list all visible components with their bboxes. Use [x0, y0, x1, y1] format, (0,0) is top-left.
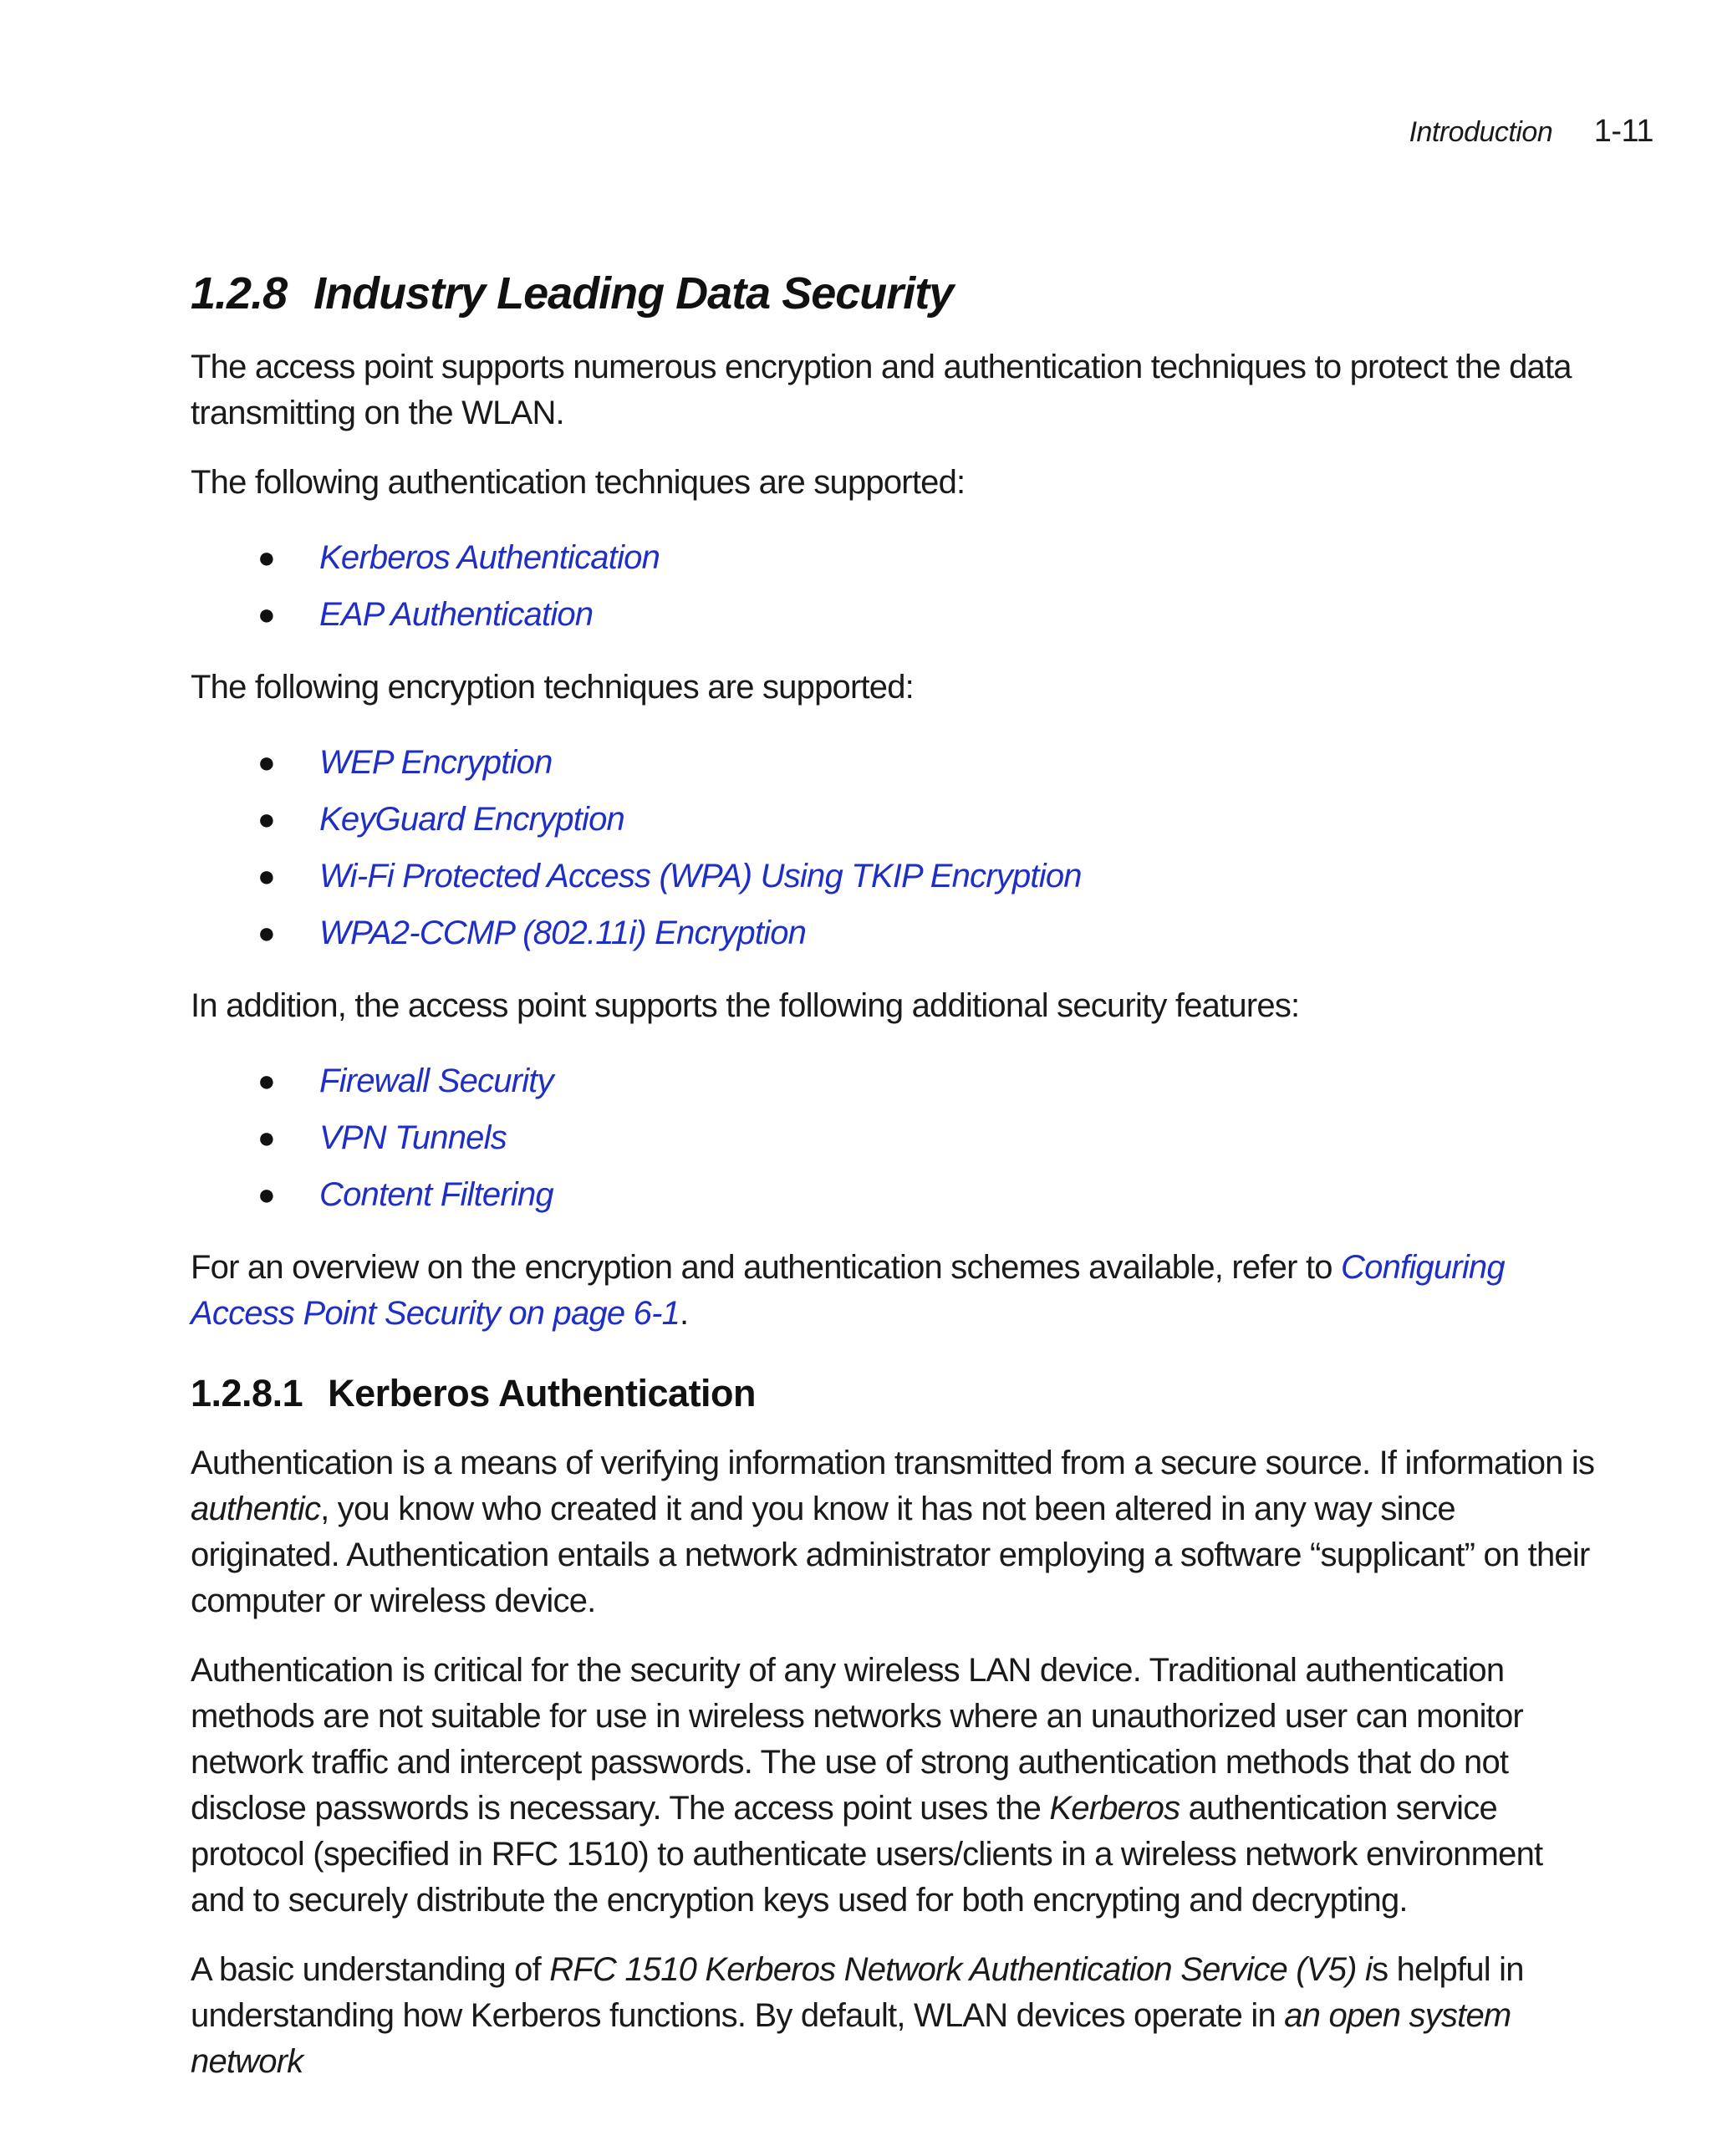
section-heading	[191, 268, 1595, 319]
list-item	[191, 905, 1595, 961]
link-wpa2-ccmp-encryption[interactable]: WPA2-CCMP (802.11i) Encryption	[319, 915, 807, 951]
bullet-icon: ●	[257, 745, 275, 779]
auth-lead-paragraph: The following authentication techniques are supported:	[191, 464, 966, 501]
list-item	[191, 791, 1595, 848]
list-item	[191, 1053, 1595, 1109]
overview-end: .	[680, 1295, 689, 1332]
bullet-icon: ●	[257, 1063, 275, 1098]
bullet-icon: ●	[257, 1120, 275, 1154]
p2-text-b: authentication service protocol (specified in RFC 1510) to authenticate users/clients in a wireless network environment and to securely distribute the encryption keys used for both encrypting and decrypting.	[191, 1790, 1543, 1919]
section-intro-paragraph: The access point supports numerous encryption and authentication techniques to protect the data transmitting on the WLAN.	[191, 349, 1572, 431]
subsection-title: Kerberos Authentication	[328, 1372, 757, 1414]
bullet-icon: ●	[257, 597, 275, 631]
subsection-number: 1.2.8.1	[191, 1372, 303, 1414]
page-content	[191, 268, 1595, 2108]
p3-text-a: A basic understanding of	[191, 1951, 550, 1988]
list-item	[191, 529, 1595, 586]
kerberos-paragraph-3	[191, 1947, 1595, 2085]
enc-lead-paragraph: The following encryption techniques are supported:	[191, 669, 915, 706]
auth-techniques-list	[191, 529, 1595, 643]
overview-text: For an overview on the encryption and authentication schemes available, refer to	[191, 1249, 1342, 1286]
list-item	[191, 586, 1595, 643]
bullet-icon: ●	[257, 1177, 275, 1211]
p2-text-a: Authentication is critical for the security of any wireless LAN device. Traditional authentication methods are not suitable for use in wireless networks where an unauthorized user can monitor network traffic and intercept passwords. The use of strong authentication methods that do not disclose passwords is necessary. The access point uses the	[191, 1652, 1523, 1827]
running-header	[1409, 114, 1653, 150]
list-item	[191, 1166, 1595, 1223]
p3-emphasis-open-system: an open system network	[191, 1997, 1511, 2080]
list-item	[191, 1109, 1595, 1166]
p3-emphasis-rfc: RFC 1510 Kerberos Network Authentication Service (V5) i	[549, 1951, 1373, 1988]
link-kerberos-authentication[interactable]: Kerberos Authentication	[319, 539, 660, 576]
p3-text-b: s helpful in understanding how Kerberos functions. By default, WLAN devices operate in	[191, 1951, 1524, 2034]
subsection-heading	[191, 1372, 1595, 1415]
bullet-icon: ●	[257, 802, 275, 836]
link-content-filtering[interactable]: Content Filtering	[319, 1176, 553, 1213]
bullet-icon: ●	[257, 915, 275, 950]
link-configuring-security[interactable]: Configuring Access Point Security on page 6-1	[191, 1249, 1505, 1332]
section-title: Industry Leading Data Security	[313, 268, 954, 319]
link-wpa-tkip-encryption[interactable]: Wi-Fi Protected Access (WPA) Using TKIP Encryption	[319, 858, 1082, 895]
bullet-icon: ●	[257, 540, 275, 574]
p1-text-a: Authentication is a means of verifying information transmitted from a secure source. If information is	[191, 1445, 1595, 1481]
link-keyguard-encryption[interactable]: KeyGuard Encryption	[319, 801, 624, 838]
list-item	[191, 734, 1595, 791]
list-item	[191, 848, 1595, 905]
link-wep-encryption[interactable]: WEP Encryption	[319, 744, 553, 781]
link-eap-authentication[interactable]: EAP Authentication	[319, 596, 594, 633]
kerberos-paragraph-2	[191, 1648, 1595, 1924]
p1-text-b: , you know who created it and you know it has not been altered in any way since originated. Authentication entails a network administrator employing a software “supplicant” on their computer or wireless device.	[191, 1491, 1590, 1619]
overview-paragraph	[191, 1245, 1595, 1337]
link-vpn-tunnels[interactable]: VPN Tunnels	[319, 1119, 507, 1156]
bullet-icon: ●	[257, 859, 275, 893]
extra-features-list	[191, 1053, 1595, 1223]
p1-emphasis: authentic	[191, 1491, 321, 1527]
p2-emphasis: Kerberos	[1049, 1790, 1180, 1827]
section-number: 1.2.8	[191, 268, 288, 319]
header-section-name: Introduction	[1409, 116, 1553, 148]
header-page-number: 1-11	[1593, 114, 1653, 149]
kerberos-paragraph-1	[191, 1440, 1595, 1624]
extra-lead-paragraph: In addition, the access point supports the following additional security features:	[191, 987, 1300, 1024]
link-firewall-security[interactable]: Firewall Security	[319, 1063, 553, 1099]
enc-techniques-list	[191, 734, 1595, 961]
